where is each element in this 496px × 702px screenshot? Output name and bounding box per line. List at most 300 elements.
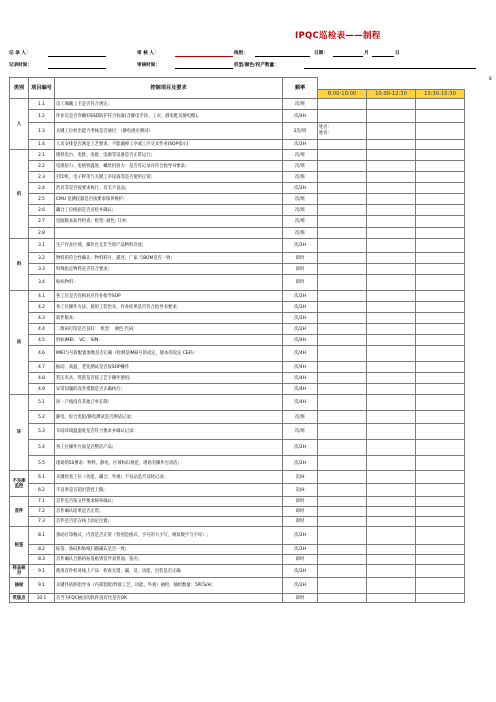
item-number: 6.2 [29,484,55,497]
table-row [10,373,465,384]
signature-label: 姓名： [319,125,332,130]
table-row [10,275,465,291]
model-label: 机型/颜色/投产数量： [234,63,279,68]
review-time-field[interactable] [175,68,233,69]
table-row [10,456,465,471]
item-number: 7.3 [29,517,55,527]
check-cell[interactable] [318,346,367,362]
item-number: 2.1 [29,150,55,161]
control-requirement: 烙铁电台、电批、电批、电源等设备是否正常运行; [55,150,283,161]
item-number: 2.7 [29,216,55,228]
table-row [10,123,465,140]
category-cell: 不良率监控 [10,471,29,497]
control-requirement: 振动、高温、老化测试是否按SOP操作 [55,362,283,373]
check-cell[interactable] [318,239,367,253]
record-time-field[interactable] [48,68,106,69]
check-cell[interactable] [318,335,367,346]
check-cell[interactable] [318,228,367,239]
table-row [10,346,465,362]
check-cell[interactable] [367,275,416,291]
item-no-header: 项目编号 [29,78,55,99]
table-row [10,264,465,275]
check-cell[interactable] [318,324,367,335]
item-number: 1.4 [29,140,55,150]
check-cell[interactable] [367,140,416,150]
check-cell[interactable] [416,291,465,302]
check-cell[interactable] [416,346,465,362]
control-requirement: 作业员是否穿戴好ESD防护符合标准(含静电手环、工衣、静电鞋及静电帽)。 [55,110,283,123]
check-cell[interactable] [416,183,465,194]
table-row [10,302,465,313]
category-cell: 人 [10,99,29,150]
check-cell[interactable] [416,517,465,527]
control-requirement: 车间环境温湿度是否符合要求并确认记录; [55,424,283,440]
control-requirement: 关键工位检出能力考核是否通过：（静电感应测试） [55,123,283,140]
category-cell: 标签 [10,527,29,565]
control-requirement: 物料的符合性确认：物料料号、描述、厂家 与BOM是否一致; [55,253,283,264]
frequency-cell: 次/4H [283,362,318,373]
check-cell[interactable] [367,228,416,239]
table-row [10,545,465,555]
check-cell[interactable] [318,99,367,110]
control-requirement: 贴标物料： [55,275,283,291]
check-cell[interactable] [367,456,416,471]
check-cell[interactable] [367,291,416,302]
frequency-cell: 即时 [283,253,318,264]
check-cell[interactable] [367,264,416,275]
frequency-cell: 次/2H [283,565,318,578]
check-cell[interactable] [416,275,465,291]
control-requirement: 首当为FQC抽出的软件没有比是否OK [55,594,283,603]
check-cell[interactable] [367,205,416,216]
item-number: 3.3 [29,264,55,275]
control-requirement: 使用首件样对线上产品：检查无错、漏、反、功能，包装是否正确 [55,565,283,578]
table-row [10,384,465,395]
frequency-cell: 即时 [283,275,318,291]
check-cell[interactable] [318,565,367,578]
date-label: 日期： [314,51,328,56]
check-cell[interactable] [318,555,367,565]
control-requirement: 人员安排是否满足工艺要求，不能漏掉工序或工序交叉作业(SOP指示) [55,140,283,150]
item-number: 4.6 [29,346,55,362]
frequency-cell: 次/4H [283,110,318,123]
table-row [10,395,465,411]
check-cell[interactable] [416,484,465,497]
frequency-cell: 次/2H [283,239,318,253]
control-requirement: 装压夹具、筑胶是否按工艺卡操作使用; [55,373,283,384]
control-requirement: 各工位操作台面是否整洁产品; [55,440,283,456]
table-row [10,594,465,603]
check-cell[interactable] [367,517,416,527]
control-requirement: 机标IMEI： VC： S/N： [55,335,283,346]
frequency-cell: 次/班 [283,216,318,228]
frequency-cell: 次/2H [283,578,318,594]
check-cell[interactable] [416,172,465,183]
right-edge-mark: 8 [489,77,492,82]
frequency-cell: 次/班 [283,161,318,172]
check-cell[interactable] [416,471,465,484]
check-cell[interactable] [318,253,367,264]
item-number: 9.1 [29,578,55,594]
check-cell[interactable] [318,578,367,594]
check-cell[interactable] [318,497,367,507]
check-cell[interactable] [416,555,465,565]
check-cell[interactable] [416,373,465,384]
check-cell[interactable] [318,291,367,302]
check-cell[interactable] [416,161,465,172]
check-cell[interactable] [416,140,465,150]
check-cell[interactable] [416,264,465,275]
check-cell[interactable] [416,228,465,239]
check-cell[interactable] [367,497,416,507]
frequency-cell: 次/班 [283,205,318,216]
control-requirement: 现场的5S要求：物料、静电、区域标识规范，现场有操作台清洁; [55,456,283,471]
check-cell[interactable] [318,362,367,373]
record-time-label: 记录时间： [9,63,32,68]
table-row [10,497,465,507]
item-number: 7.1 [29,497,55,507]
table-row [10,362,465,373]
month-field[interactable] [333,56,363,57]
item-number: 4.1 [29,291,55,302]
frequency-cell: 次/班 [283,411,318,424]
item-number: 4.4 [29,324,55,335]
frequency-cell: 次/2H [283,183,318,194]
check-cell[interactable] [318,424,367,440]
check-cell[interactable] [318,110,367,123]
frequency-header: 频率 [283,78,318,99]
check-cell[interactable] [318,384,367,395]
frequency-cell: 次/4H [283,335,318,346]
shift-3: 13:30-15:30 [416,89,465,98]
category-cell: 奖惩点 [10,594,29,603]
control-requirement: 软件版本： [55,313,283,324]
item-number: 2.5 [29,194,55,205]
control-requirement: 耦合工位线损是否点检并确认; [55,205,283,216]
check-cell[interactable] [416,497,465,507]
control-requirement: 不良率是否超出管控上限; [55,484,283,497]
check-cell[interactable] [318,216,367,228]
control-requirement: 生产作业区域、操作台无非当班产品物料存放; [55,239,283,253]
check-cell[interactable] [367,302,416,313]
frequency-cell: 次/2H [283,302,318,313]
check-cell[interactable] [367,373,416,384]
check-cell[interactable] [318,140,367,150]
check-cell[interactable] [318,411,367,424]
table-row [10,150,465,161]
recorder-label: 记 录 人： [9,51,31,56]
check-cell[interactable] [416,335,465,346]
table-row [10,194,465,205]
check-cell[interactable] [367,183,416,194]
check-cell[interactable] [416,424,465,440]
control-requirement: 异常问题的改善措施是否正确执行; [55,384,283,395]
check-cell[interactable] [367,471,416,484]
check-cell[interactable] [318,161,367,172]
table-row [10,253,465,264]
frequency-cell: 2次/班 [283,123,318,140]
control-requirement: 首件是否挂在线上固定位置; [55,517,283,527]
item-number: 4.7 [29,362,55,373]
category-cell: 样品核对 [10,565,29,578]
check-cell[interactable] [318,373,367,384]
check-cell[interactable] [416,527,465,545]
control-requirement: 员工佩戴工卡是否符合规定; [55,99,283,110]
check-cell[interactable] [416,456,465,471]
control-requirement: 首件是否按文件要求频率确认; [55,497,283,507]
frequency-cell: 即时 [283,594,318,603]
check-cell[interactable] [318,183,367,194]
check-cell[interactable] [367,253,416,264]
shift-1: 8:00-10:00 [318,89,367,98]
frequency-cell: 次/2H [283,313,318,324]
line-field[interactable] [255,56,310,57]
check-cell[interactable] [318,545,367,555]
check-cell[interactable] [318,440,367,456]
check-cell[interactable] [416,205,465,216]
check-cell[interactable] [367,172,416,183]
table-row [10,424,465,440]
check-cell[interactable] [416,395,465,411]
check-cell[interactable] [416,411,465,424]
control-requirement: 治具等是否按要求执行、有无不良品; [55,183,283,194]
check-cell[interactable] [318,302,367,313]
check-cell[interactable] [318,194,367,205]
item-number: 4.3 [29,313,55,324]
category-cell: 机 [10,150,29,239]
control-header: 控制项目及要求 [55,78,283,99]
frequency-cell: 即时 [283,497,318,507]
item-number: 2.4 [29,183,55,194]
check-cell[interactable] [416,302,465,313]
check-cell[interactable] [367,346,416,362]
check-cell[interactable] [367,384,416,395]
control-requirement: 电批扭力、电烙铁温度、螺丝机扭力：是否有记录并符合指导书要求; [55,161,283,172]
control-requirement: CMU 是测仪器是否按要求保养维护; [55,194,283,205]
control-requirement: 二维码打印是否良好： 机型： 颜色 代码： [55,324,283,335]
check-cell[interactable] [318,150,367,161]
check-cell[interactable] [318,471,367,484]
check-cell[interactable] [416,239,465,253]
check-cell[interactable] [416,565,465,578]
check-cell[interactable] [318,313,367,324]
frequency-cell: 次/2H [283,440,318,456]
item-number: 9.1 [29,565,55,578]
item-number: 1.2 [29,110,55,123]
check-cell[interactable] [367,507,416,517]
check-cell[interactable] [367,484,416,497]
item-number: 8.2 [29,545,55,555]
check-cell[interactable] [416,545,465,555]
table-row [10,471,465,484]
check-cell[interactable] [367,545,416,555]
check-cell[interactable] [416,384,465,395]
category-cell: 环 [10,395,29,471]
check-cell[interactable] [367,362,416,373]
check-cell[interactable] [416,362,465,373]
category-cell: 料 [10,239,29,291]
table-row [10,99,465,110]
check-cell[interactable] [367,555,416,565]
control-requirement: 静电、综合电阻/静电测试是否测试记录; [55,411,283,424]
check-cell[interactable] [416,253,465,264]
check-cell[interactable] [318,527,367,545]
check-cell[interactable] [367,335,416,346]
item-number: 5.3 [29,424,55,440]
table-row [10,484,465,497]
check-cell[interactable] [367,594,416,603]
frequency-cell: 次/班 [283,424,318,440]
control-requirement: 标签、条码和贴纸扫描确认是否一致; [55,545,283,555]
item-number: 1.3 [29,123,55,140]
table-row [10,565,465,578]
item-number: 6.1 [29,471,55,484]
check-cell[interactable] [416,216,465,228]
reviewer-label: 审 核 人： [137,51,159,56]
check-cell[interactable] [416,324,465,335]
frequency-cell: 即时 [283,264,318,275]
check-cell[interactable] [367,161,416,172]
check-cell[interactable] [318,507,367,517]
table-row [10,507,465,517]
recorder-field[interactable] [48,56,106,57]
item-number: 5.2 [29,411,55,424]
item-number: 3.1 [29,239,55,253]
category-header: 类别 [10,78,29,99]
frequency-cell: 次/4H [283,346,318,362]
check-cell[interactable] [367,395,416,411]
check-cell[interactable] [416,110,465,123]
table-row [10,527,465,545]
frequency-cell: 即时 [283,517,318,527]
check-cell[interactable] [367,578,416,594]
shift-2: 10:00-12:30 [367,89,416,98]
check-cell[interactable] [367,313,416,324]
control-requirement: 各工位是否有相对应作业指导SOP [55,291,283,302]
frequency-cell: 次/班 [283,194,318,205]
reviewer-field[interactable] [175,56,233,57]
check-cell[interactable] [318,172,367,183]
table-row [10,172,465,183]
item-number: 8.3 [29,555,55,565]
table-row [10,335,465,346]
check-cell[interactable] [367,324,416,335]
table-row [10,216,465,228]
item-number: 5.1 [29,395,55,411]
check-cell[interactable] [416,123,465,140]
table-row [10,411,465,424]
check-cell[interactable] [367,411,416,424]
check-cell[interactable] [367,565,416,578]
check-cell[interactable] [367,110,416,123]
check-cell[interactable] [367,440,416,456]
control-requirement: 电脑版本软件检查：机型: 颜色: 订单: [55,216,283,228]
check-cell[interactable] [318,275,367,291]
frequency-cell: 次/班 [283,99,318,110]
check-cell[interactable] [318,205,367,216]
model-field[interactable] [304,68,476,69]
check-cell[interactable] [416,150,465,161]
check-cell[interactable] [367,216,416,228]
shift-header-cell [318,78,465,99]
frequency-cell: 即时 [283,555,318,565]
table-row [10,555,465,565]
category-cell: 法 [10,291,29,395]
table-row [10,239,465,253]
check-cell[interactable] [318,594,367,603]
inspection-rows [10,99,465,603]
check-cell[interactable] [367,239,416,253]
check-cell[interactable] [416,313,465,324]
item-number: 2.8 [29,228,55,239]
check-cell[interactable] [367,194,416,205]
frequency-cell: 次/4H [283,373,318,384]
check-cell[interactable] [367,527,416,545]
category-cell: 首件 [10,497,29,527]
item-number: 7.2 [29,507,55,517]
control-requirement: IMEI与号段配置参数是否正确（检测是IMEI号的成定，版本的设定 CE码） [55,346,283,362]
item-number: 5.5 [29,456,55,471]
table-row [10,205,465,216]
control-requirement: 条码打印格式、内容是否正常（特别是格式、字号的大小写、相似数字与字母）; [55,527,283,545]
line-label: 线别： [234,51,248,56]
check-cell[interactable] [416,99,465,110]
frequency-cell: 次/H [283,471,318,484]
item-number: 4.8 [29,373,55,384]
control-requirement: 关键件依照指导书（内部装配/焊接工艺、功能、外观）抽检，抽检数量：5PCS/H; [55,578,283,594]
check-cell[interactable] [367,150,416,161]
check-cell[interactable] [318,264,367,275]
control-requirement: 关键检查工位（功能、耦合、外观）不良品是否及时记录; [55,471,283,484]
frequency-cell: 次/4H [283,395,318,411]
review-time-label: 审核时间： [137,63,160,68]
table-row [10,313,465,324]
check-cell[interactable] [367,424,416,440]
check-cell[interactable] [318,517,367,527]
check-cell[interactable] [367,123,416,140]
control-requirement: 特殊指定物料是否符合要求; [55,264,283,275]
item-number: 3.2 [29,253,55,264]
check-cell[interactable] [318,484,367,497]
item-number: 1.1 [29,99,55,110]
item-number: 3.4 [29,275,55,291]
frequency-cell: 次/2H [283,324,318,335]
check-cell[interactable] [416,440,465,456]
check-cell[interactable] [367,99,416,110]
frequency-cell: 次/班 [283,150,318,161]
check-cell[interactable] [318,123,367,140]
frequency-cell: 次/班 [283,228,318,239]
day-field[interactable] [372,56,394,57]
frequency-cell: 次/2H [283,545,318,555]
check-cell[interactable] [416,578,465,594]
signature-label: 姓名： [319,131,332,136]
page-title: IPQC巡检表——制程 [295,31,381,41]
check-cell[interactable] [318,395,367,411]
item-number: 4.9 [29,384,55,395]
item-number: 10.1 [29,594,55,603]
frequency-cell: 次/2H [283,527,318,545]
check-cell[interactable] [416,194,465,205]
frequency-cell: 次/2H [283,291,318,302]
table-row [10,324,465,335]
check-cell[interactable] [416,594,465,603]
table-row [10,183,465,194]
check-cell[interactable] [318,456,367,471]
day-label: 日 [395,51,400,56]
check-cell[interactable] [416,507,465,517]
item-number: 2.3 [29,172,55,183]
